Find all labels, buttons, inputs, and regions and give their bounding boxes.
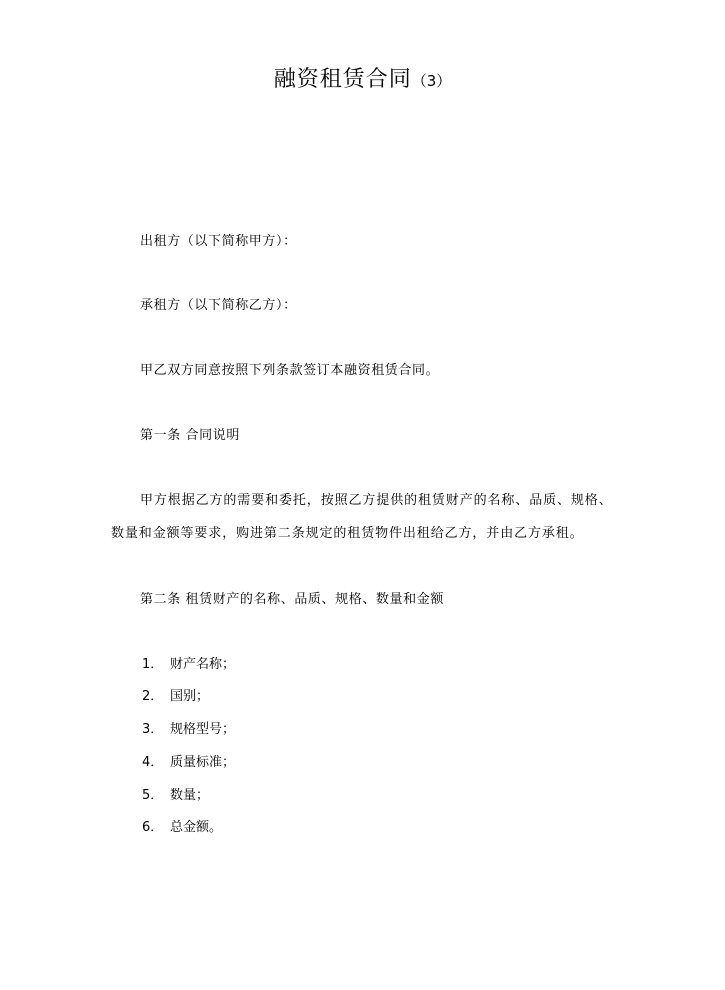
list-item-number: 2． — [142, 689, 164, 704]
lessor-line: 出租方（以下简称甲方）： — [140, 234, 297, 249]
article1-body-line2: 数量和金额等要求，购进第二条规定的租赁物件出租给乙方，并由乙方承租。 — [111, 526, 584, 541]
list-item — [142, 689, 209, 705]
list-item-text: 质量标准； — [170, 755, 236, 770]
article2-heading: 第二条 租赁财产的名称、品质、规格、数量和金额 — [140, 592, 444, 607]
list-item — [142, 755, 235, 771]
document-title — [0, 62, 725, 93]
list-item-text: 总金额。 — [170, 820, 223, 835]
agreement-line: 甲乙双方同意按照下列条款签订本融资租赁合同。 — [140, 363, 440, 378]
list-item-text: 数量； — [170, 788, 210, 803]
list-item-number: 5． — [142, 788, 164, 803]
list-item — [142, 657, 235, 673]
article1-body-line1: 甲方根据乙方的需要和委托，按照乙方提供的租赁财产的名称、品质、规格、 — [140, 493, 613, 508]
list-item — [142, 722, 235, 738]
title-suffix: （3） — [411, 72, 452, 90]
list-item-number: 4． — [142, 755, 164, 770]
lessee-line: 承租方（以下简称乙方）： — [140, 298, 297, 313]
list-item-number: 3． — [142, 722, 164, 737]
list-item-number: 6． — [142, 820, 164, 835]
list-item-number: 1． — [142, 657, 164, 672]
list-item-text: 财产名称； — [170, 657, 236, 672]
list-item — [142, 788, 209, 804]
title-text: 融资租赁合同 — [273, 67, 412, 92]
list-item-text: 规格型号； — [170, 722, 236, 737]
article1-heading: 第一条 合同说明 — [140, 428, 240, 443]
list-item — [142, 820, 222, 836]
list-item-text: 国别； — [170, 689, 210, 704]
